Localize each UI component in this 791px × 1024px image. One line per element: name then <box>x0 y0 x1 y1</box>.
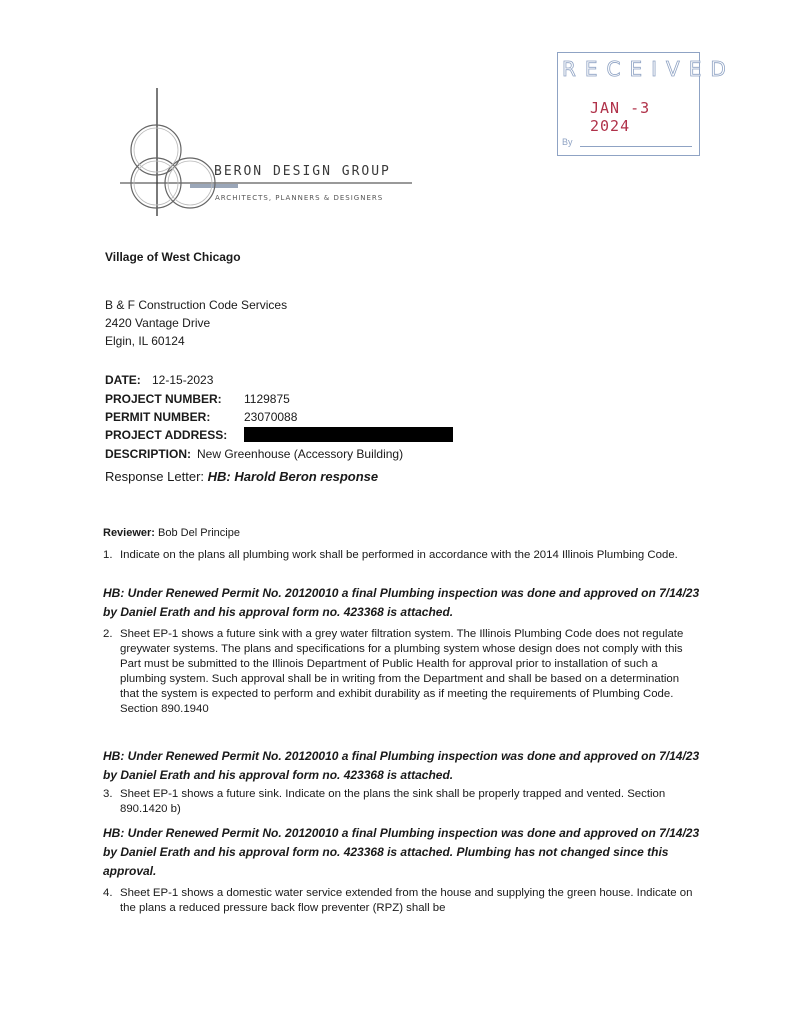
stamp-word: RECEIVED <box>562 57 735 81</box>
permit-number-value: 23070088 <box>244 410 298 424</box>
stamp-by-label: By <box>562 137 573 147</box>
stamp-date: JAN -3 2024 <box>590 99 651 135</box>
description-label: DESCRIPTION: <box>105 447 192 461</box>
recipient-street: 2420 Vantage Drive <box>105 316 211 330</box>
reviewer-label: Reviewer: <box>103 527 155 539</box>
project-number-value: 1129875 <box>244 392 290 406</box>
item-text: Indicate on the plans all plumbing work shall be performed in accordance with the 2014 Illinois Plumbing Code. <box>120 549 678 561</box>
reviewer-line <box>103 527 240 539</box>
review-item <box>103 627 693 717</box>
recipient-village: Village of West Chicago <box>105 250 241 264</box>
reviewer-name: Bob Del Principe <box>158 527 240 539</box>
recipient-company: B & F Construction Code Services <box>105 298 288 312</box>
response-letter-value: HB: Harold Beron response <box>207 469 379 484</box>
response-letter-line <box>105 469 378 484</box>
project-number-label: PROJECT NUMBER: <box>105 392 222 406</box>
item-number: 3. <box>103 788 113 800</box>
received-stamp <box>557 52 735 156</box>
item-number: 4. <box>103 887 113 899</box>
permit-number-label: PERMIT NUMBER: <box>105 410 211 424</box>
company-tagline: ARCHITECTS, PLANNERS & DESIGNERS <box>215 194 384 202</box>
review-item <box>103 787 693 817</box>
redacted-address-bar <box>244 427 453 442</box>
response-letter-label: Response Letter: <box>105 469 205 484</box>
date-value: 12-15-2023 <box>152 373 214 387</box>
review-item <box>103 548 693 563</box>
recipient-city: Elgin, IL 60124 <box>105 334 185 348</box>
item-text: Sheet EP-1 shows a future sink with a grey water filtration system. The Illinois Plumbing Code does not regulate greywater systems. The plans and specifications for a plumbing system whose design does not comply with this Part must be submitted to the Illinois Department of Public Health for approval prior to installation of such a plumbing system. Such approval shall be in writing from the Department and shall be based on a determination that the system is expected to perform and exhibit durability as if meeting the requirements of Plumbing Code. <box>120 628 684 700</box>
item-section: Section 890.1940 <box>120 703 209 715</box>
hb-response: HB: Under Renewed Permit No. 20120010 a final Plumbing inspection was done and approved on 7/14/23 by Daniel Erath and his approval form no. 423368 is attached. Plumbing has not changed since this approval. <box>103 826 700 878</box>
review-item <box>103 886 693 916</box>
stamp-signature-line <box>580 146 692 147</box>
project-address-label: PROJECT ADDRESS: <box>105 428 228 442</box>
hb-response: HB: Under Renewed Permit No. 20120010 a final Plumbing inspection was done and approved on 7/14/23 by Daniel Erath and his approval form no. 423368 is attached. <box>103 586 700 619</box>
company-name: BERON DESIGN GROUP <box>214 164 391 179</box>
date-label: DATE: <box>105 373 141 387</box>
item-text: Sheet EP-1 shows a future sink. Indicate on the plans the sink shall be properly trapped and vented. Section 890.1420 b) <box>120 788 666 815</box>
hb-response: HB: Under Renewed Permit No. 20120010 a final Plumbing inspection was done and approved on 7/14/23 by Daniel Erath and his approval form no. 423368 is attached. <box>103 749 700 782</box>
description-value: New Greenhouse (Accessory Building) <box>197 447 404 461</box>
item-number: 1. <box>103 549 113 561</box>
item-text: Sheet EP-1 shows a domestic water service extended from the house and supplying the green house. Indicate on the plans a reduced pressure back flow preventer (RPZ) shall be <box>120 887 693 914</box>
item-number: 2. <box>103 628 113 640</box>
